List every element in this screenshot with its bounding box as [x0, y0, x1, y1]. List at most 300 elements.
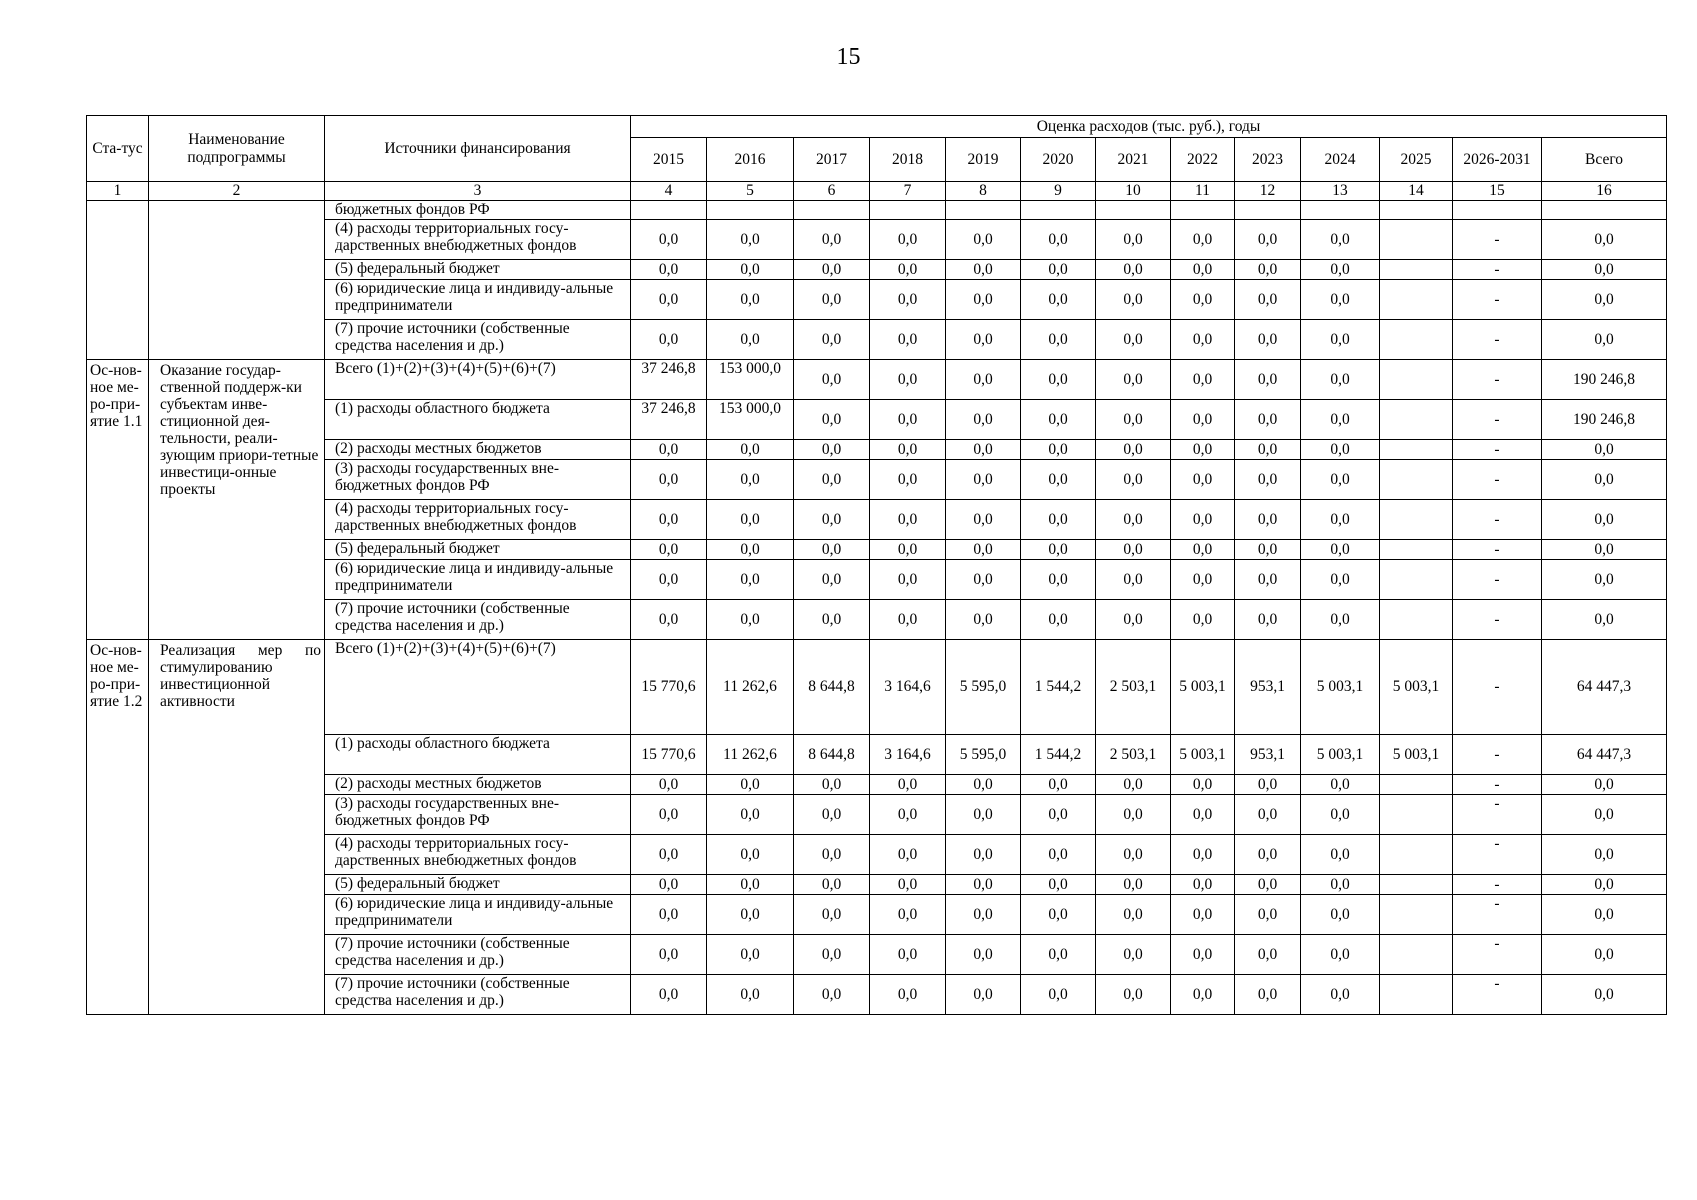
value-cell: 0,0: [631, 280, 707, 320]
value-cell: 0,0: [1021, 460, 1096, 500]
value-cell: 15 770,6: [631, 640, 707, 735]
value-cell: 0,0: [631, 775, 707, 795]
status-cell: [87, 201, 149, 360]
value-cell: 0,0: [1021, 260, 1096, 280]
value-cell: 0,0: [1301, 280, 1380, 320]
value-cell: 5 595,0: [946, 735, 1021, 775]
year-header: 2021: [1096, 138, 1171, 182]
value-cell: 0,0: [1235, 440, 1301, 460]
value-cell: [1380, 895, 1453, 935]
source-cell: (1) расходы областного бюджета: [325, 735, 631, 775]
value-cell: 0,0: [794, 875, 870, 895]
value-cell: 8 644,8: [794, 640, 870, 735]
value-cell: 0,0: [1301, 400, 1380, 440]
value-cell: 0,0: [1096, 280, 1171, 320]
value-cell: -: [1453, 875, 1542, 895]
value-cell: 0,0: [1171, 975, 1235, 1015]
value-cell: 0,0: [1542, 835, 1667, 875]
value-cell: 0,0: [1171, 360, 1235, 400]
value-cell: -: [1453, 935, 1542, 975]
column-number: 13: [1301, 182, 1380, 201]
value-cell: -: [1453, 440, 1542, 460]
value-cell: 0,0: [1301, 895, 1380, 935]
value-cell: 0,0: [1542, 500, 1667, 540]
value-cell: 0,0: [1235, 260, 1301, 280]
value-cell: 0,0: [1235, 795, 1301, 835]
value-cell: 0,0: [1021, 400, 1096, 440]
value-cell: 0,0: [631, 320, 707, 360]
year-header: 2016: [707, 138, 794, 182]
source-cell: (4) расходы территориальных госу-дарственных внебюджетных фондов: [325, 500, 631, 540]
value-cell: 0,0: [1235, 935, 1301, 975]
source-cell: (3) расходы государственных вне-бюджетных фондов РФ: [325, 460, 631, 500]
value-cell: 0,0: [1235, 540, 1301, 560]
value-cell: 0,0: [870, 360, 946, 400]
value-cell: 0,0: [1301, 460, 1380, 500]
value-cell: -: [1453, 320, 1542, 360]
value-cell: 0,0: [794, 460, 870, 500]
source-cell: (7) прочие источники (собственные средства населения и др.): [325, 975, 631, 1015]
value-cell: 37 246,8: [631, 360, 707, 400]
value-cell: [1380, 220, 1453, 260]
value-cell: -: [1453, 735, 1542, 775]
source-cell: (7) прочие источники (собственные средства населения и др.): [325, 320, 631, 360]
value-cell: 0,0: [870, 260, 946, 280]
value-cell: 0,0: [1235, 360, 1301, 400]
year-header: 2019: [946, 138, 1021, 182]
value-cell: 0,0: [1096, 460, 1171, 500]
value-cell: 0,0: [870, 560, 946, 600]
value-cell: 0,0: [1021, 775, 1096, 795]
column-number: 3: [325, 182, 631, 201]
value-cell: [1380, 320, 1453, 360]
value-cell: 0,0: [1542, 280, 1667, 320]
value-cell: 0,0: [946, 220, 1021, 260]
value-cell: 0,0: [870, 835, 946, 875]
value-cell: 0,0: [1171, 260, 1235, 280]
value-cell: [794, 201, 870, 220]
value-cell: 0,0: [631, 795, 707, 835]
page-number: 15: [836, 44, 861, 70]
value-cell: [707, 201, 794, 220]
value-cell: 0,0: [1542, 440, 1667, 460]
value-cell: 0,0: [1171, 460, 1235, 500]
value-cell: 5 595,0: [946, 640, 1021, 735]
source-cell: (6) юридические лица и индивиду-альные предприниматели: [325, 280, 631, 320]
value-cell: 0,0: [707, 500, 794, 540]
value-cell: 0,0: [1171, 895, 1235, 935]
value-cell: 190 246,8: [1542, 360, 1667, 400]
value-cell: 0,0: [707, 775, 794, 795]
year-header: 2022: [1171, 138, 1235, 182]
value-cell: 0,0: [946, 935, 1021, 975]
value-cell: [1380, 540, 1453, 560]
value-cell: 0,0: [707, 440, 794, 460]
value-cell: 0,0: [707, 460, 794, 500]
value-cell: 64 447,3: [1542, 640, 1667, 735]
value-cell: 0,0: [946, 540, 1021, 560]
value-cell: 0,0: [794, 775, 870, 795]
value-cell: 0,0: [707, 280, 794, 320]
value-cell: 0,0: [1096, 775, 1171, 795]
value-cell: -: [1453, 220, 1542, 260]
value-cell: 0,0: [1235, 895, 1301, 935]
value-cell: [1380, 201, 1453, 220]
value-cell: -: [1453, 500, 1542, 540]
value-cell: -: [1453, 600, 1542, 640]
source-cell: (2) расходы местных бюджетов: [325, 440, 631, 460]
value-cell: [631, 201, 707, 220]
value-cell: 0,0: [1235, 975, 1301, 1015]
value-cell: 0,0: [1235, 835, 1301, 875]
column-number: 1: [87, 182, 149, 201]
column-number: 4: [631, 182, 707, 201]
column-number: 7: [870, 182, 946, 201]
value-cell: 3 164,6: [870, 640, 946, 735]
value-cell: 0,0: [1096, 320, 1171, 360]
year-header: 2025: [1380, 138, 1453, 182]
value-cell: 5 003,1: [1380, 640, 1453, 735]
value-cell: 0,0: [870, 975, 946, 1015]
value-cell: -: [1453, 775, 1542, 795]
value-cell: 0,0: [870, 320, 946, 360]
year-header: 2020: [1021, 138, 1096, 182]
value-cell: 0,0: [794, 500, 870, 540]
value-cell: 0,0: [1096, 875, 1171, 895]
value-cell: 5 003,1: [1301, 735, 1380, 775]
value-cell: 0,0: [1021, 935, 1096, 975]
source-cell: Всего (1)+(2)+(3)+(4)+(5)+(6)+(7): [325, 360, 631, 400]
value-cell: 0,0: [1235, 500, 1301, 540]
subprogram-name-cell: [149, 201, 325, 360]
value-cell: 0,0: [1021, 540, 1096, 560]
value-cell: 0,0: [870, 875, 946, 895]
value-cell: 190 246,8: [1542, 400, 1667, 440]
value-cell: 0,0: [946, 835, 1021, 875]
value-cell: 3 164,6: [870, 735, 946, 775]
value-cell: [870, 201, 946, 220]
value-cell: 0,0: [1096, 500, 1171, 540]
value-cell: 0,0: [1235, 320, 1301, 360]
value-cell: 0,0: [870, 935, 946, 975]
value-cell: 1 544,2: [1021, 735, 1096, 775]
source-cell: (5) федеральный бюджет: [325, 260, 631, 280]
value-cell: [1235, 201, 1301, 220]
value-cell: -: [1453, 835, 1542, 875]
value-cell: 0,0: [707, 220, 794, 260]
source-cell: (6) юридические лица и индивиду-альные предприниматели: [325, 560, 631, 600]
value-cell: -: [1453, 560, 1542, 600]
value-cell: 0,0: [631, 895, 707, 935]
value-cell: 0,0: [870, 500, 946, 540]
value-cell: 0,0: [794, 835, 870, 875]
value-cell: 0,0: [870, 540, 946, 560]
value-cell: 0,0: [1542, 795, 1667, 835]
value-cell: [1380, 260, 1453, 280]
value-cell: 11 262,6: [707, 640, 794, 735]
source-cell: (5) федеральный бюджет: [325, 875, 631, 895]
value-cell: 0,0: [1021, 600, 1096, 640]
value-cell: 0,0: [1542, 260, 1667, 280]
value-cell: 0,0: [1096, 600, 1171, 640]
value-cell: 0,0: [870, 400, 946, 440]
value-cell: 0,0: [946, 795, 1021, 835]
value-cell: -: [1453, 975, 1542, 1015]
value-cell: 0,0: [707, 260, 794, 280]
column-number: 8: [946, 182, 1021, 201]
value-cell: 0,0: [1021, 360, 1096, 400]
subprogram-name-cell: Реализация мер по стимулированию инвестиционной активности: [149, 640, 325, 1015]
value-cell: 2 503,1: [1096, 735, 1171, 775]
budget-table: [86, 115, 1667, 1015]
value-cell: 0,0: [946, 400, 1021, 440]
value-cell: 0,0: [794, 600, 870, 640]
value-cell: 64 447,3: [1542, 735, 1667, 775]
value-cell: 0,0: [794, 560, 870, 600]
value-cell: 0,0: [1171, 540, 1235, 560]
value-cell: 0,0: [1301, 220, 1380, 260]
value-cell: 0,0: [1171, 440, 1235, 460]
status-cell: Ос-нов-ное ме-ро-при-ятие 1.1: [87, 360, 149, 640]
column-number: 12: [1235, 182, 1301, 201]
value-cell: 0,0: [1301, 320, 1380, 360]
value-cell: 0,0: [1542, 460, 1667, 500]
value-cell: 0,0: [946, 280, 1021, 320]
value-cell: 0,0: [946, 600, 1021, 640]
value-cell: [1096, 201, 1171, 220]
value-cell: [1380, 935, 1453, 975]
value-cell: [1380, 875, 1453, 895]
value-cell: 5 003,1: [1171, 640, 1235, 735]
value-cell: 0,0: [1542, 975, 1667, 1015]
value-cell: 0,0: [1096, 260, 1171, 280]
value-cell: -: [1453, 540, 1542, 560]
year-header: 2023: [1235, 138, 1301, 182]
column-number: 16: [1542, 182, 1667, 201]
value-cell: [1380, 600, 1453, 640]
value-cell: 0,0: [1235, 875, 1301, 895]
value-cell: 0,0: [1096, 560, 1171, 600]
value-cell: [1380, 400, 1453, 440]
value-cell: 0,0: [1171, 400, 1235, 440]
value-cell: 0,0: [1301, 500, 1380, 540]
value-cell: 0,0: [1021, 835, 1096, 875]
value-cell: 0,0: [946, 460, 1021, 500]
source-cell: (6) юридические лица и индивиду-альные предприниматели: [325, 895, 631, 935]
value-cell: [1380, 500, 1453, 540]
value-cell: 0,0: [1021, 440, 1096, 460]
table-row: [87, 360, 1667, 400]
value-cell: 0,0: [1171, 500, 1235, 540]
value-cell: 0,0: [1235, 560, 1301, 600]
value-cell: 0,0: [1542, 775, 1667, 795]
value-cell: -: [1453, 280, 1542, 320]
value-cell: 0,0: [707, 935, 794, 975]
value-cell: [1453, 201, 1542, 220]
value-cell: 0,0: [1542, 895, 1667, 935]
value-cell: 0,0: [1171, 775, 1235, 795]
value-cell: 11 262,6: [707, 735, 794, 775]
value-cell: 0,0: [794, 400, 870, 440]
value-cell: 0,0: [794, 440, 870, 460]
table-row: [87, 201, 1667, 220]
value-cell: -: [1453, 460, 1542, 500]
value-cell: 0,0: [1096, 975, 1171, 1015]
value-cell: 0,0: [1171, 935, 1235, 975]
value-cell: 0,0: [631, 975, 707, 1015]
value-cell: 0,0: [1301, 600, 1380, 640]
value-cell: 0,0: [631, 560, 707, 600]
value-cell: 0,0: [870, 775, 946, 795]
value-cell: 0,0: [707, 975, 794, 1015]
value-cell: 0,0: [946, 360, 1021, 400]
column-number: 5: [707, 182, 794, 201]
value-cell: 0,0: [946, 440, 1021, 460]
value-cell: 0,0: [1021, 875, 1096, 895]
source-cell: бюджетных фондов РФ: [325, 201, 631, 220]
value-cell: 0,0: [1171, 280, 1235, 320]
value-cell: 0,0: [1542, 320, 1667, 360]
value-cell: 0,0: [794, 795, 870, 835]
value-cell: 0,0: [631, 500, 707, 540]
value-cell: 0,0: [1171, 220, 1235, 260]
value-cell: [1542, 201, 1667, 220]
value-cell: [1380, 975, 1453, 1015]
value-cell: 0,0: [1171, 795, 1235, 835]
year-header: 2024: [1301, 138, 1380, 182]
value-cell: [1301, 201, 1380, 220]
value-cell: 0,0: [707, 795, 794, 835]
year-header: 2018: [870, 138, 946, 182]
value-cell: 0,0: [1021, 795, 1096, 835]
value-cell: 0,0: [1301, 440, 1380, 460]
value-cell: 0,0: [1235, 280, 1301, 320]
value-cell: 0,0: [1096, 835, 1171, 875]
value-cell: [1380, 560, 1453, 600]
value-cell: 0,0: [1542, 540, 1667, 560]
status-cell: Ос-нов-ное ме-ро-при-ятие 1.2: [87, 640, 149, 1015]
source-cell: (4) расходы территориальных госу-дарственных внебюджетных фондов: [325, 835, 631, 875]
source-cell: (5) федеральный бюджет: [325, 540, 631, 560]
value-cell: 0,0: [1235, 775, 1301, 795]
value-cell: 0,0: [1021, 500, 1096, 540]
value-cell: 0,0: [631, 600, 707, 640]
value-cell: -: [1453, 400, 1542, 440]
value-cell: 0,0: [946, 260, 1021, 280]
value-cell: 0,0: [1171, 560, 1235, 600]
value-cell: [1380, 280, 1453, 320]
value-cell: 0,0: [1021, 220, 1096, 260]
value-cell: 1 544,2: [1021, 640, 1096, 735]
value-cell: 37 246,8: [631, 400, 707, 440]
value-cell: 0,0: [707, 320, 794, 360]
value-cell: 0,0: [631, 835, 707, 875]
value-cell: 0,0: [946, 320, 1021, 360]
table-row: [87, 640, 1667, 735]
value-cell: 0,0: [1021, 280, 1096, 320]
value-cell: 0,0: [631, 260, 707, 280]
value-cell: 0,0: [631, 440, 707, 460]
value-cell: 0,0: [1096, 935, 1171, 975]
column-number: 15: [1453, 182, 1542, 201]
value-cell: 0,0: [1542, 560, 1667, 600]
value-cell: 0,0: [1542, 600, 1667, 640]
source-cell: (7) прочие источники (собственные средства населения и др.): [325, 935, 631, 975]
value-cell: 0,0: [1021, 320, 1096, 360]
value-cell: 8 644,8: [794, 735, 870, 775]
value-cell: 0,0: [946, 975, 1021, 1015]
value-cell: 0,0: [1096, 220, 1171, 260]
value-cell: 0,0: [794, 280, 870, 320]
header-name: Наименование подпрограммы: [149, 116, 325, 182]
value-cell: 953,1: [1235, 735, 1301, 775]
year-header: 2026-2031: [1453, 138, 1542, 182]
value-cell: 0,0: [794, 935, 870, 975]
header-status: Ста-тус: [87, 116, 149, 182]
value-cell: -: [1453, 895, 1542, 935]
value-cell: 0,0: [870, 460, 946, 500]
value-cell: 0,0: [707, 875, 794, 895]
value-cell: 0,0: [631, 935, 707, 975]
value-cell: [1380, 460, 1453, 500]
year-header: Всего: [1542, 138, 1667, 182]
value-cell: 0,0: [1235, 400, 1301, 440]
value-cell: [1380, 835, 1453, 875]
value-cell: 0,0: [1542, 875, 1667, 895]
value-cell: 0,0: [870, 895, 946, 935]
value-cell: 0,0: [1171, 875, 1235, 895]
source-cell: (3) расходы государственных вне-бюджетных фондов РФ: [325, 795, 631, 835]
column-number: 6: [794, 182, 870, 201]
value-cell: 0,0: [946, 895, 1021, 935]
value-cell: 0,0: [870, 440, 946, 460]
value-cell: 953,1: [1235, 640, 1301, 735]
value-cell: 0,0: [1301, 260, 1380, 280]
source-cell: Всего (1)+(2)+(3)+(4)+(5)+(6)+(7): [325, 640, 631, 735]
value-cell: 0,0: [1301, 935, 1380, 975]
value-cell: 0,0: [1301, 835, 1380, 875]
value-cell: 15 770,6: [631, 735, 707, 775]
value-cell: 0,0: [1171, 600, 1235, 640]
value-cell: 0,0: [946, 775, 1021, 795]
value-cell: 0,0: [1301, 795, 1380, 835]
value-cell: 0,0: [1096, 400, 1171, 440]
value-cell: 0,0: [707, 835, 794, 875]
value-cell: 5 003,1: [1171, 735, 1235, 775]
value-cell: 0,0: [946, 500, 1021, 540]
value-cell: 0,0: [1096, 440, 1171, 460]
value-cell: -: [1453, 260, 1542, 280]
value-cell: 153 000,0: [707, 400, 794, 440]
value-cell: 0,0: [631, 220, 707, 260]
value-cell: 0,0: [1096, 360, 1171, 400]
value-cell: 0,0: [631, 875, 707, 895]
source-cell: (1) расходы областного бюджета: [325, 400, 631, 440]
value-cell: 0,0: [1171, 835, 1235, 875]
value-cell: 0,0: [794, 895, 870, 935]
year-header: 2017: [794, 138, 870, 182]
value-cell: 0,0: [946, 875, 1021, 895]
value-cell: [1171, 201, 1235, 220]
column-number: 11: [1171, 182, 1235, 201]
column-number: 10: [1096, 182, 1171, 201]
value-cell: 0,0: [1096, 540, 1171, 560]
value-cell: 0,0: [870, 280, 946, 320]
value-cell: 0,0: [1301, 975, 1380, 1015]
value-cell: [1380, 440, 1453, 460]
value-cell: 0,0: [946, 560, 1021, 600]
value-cell: 0,0: [794, 540, 870, 560]
